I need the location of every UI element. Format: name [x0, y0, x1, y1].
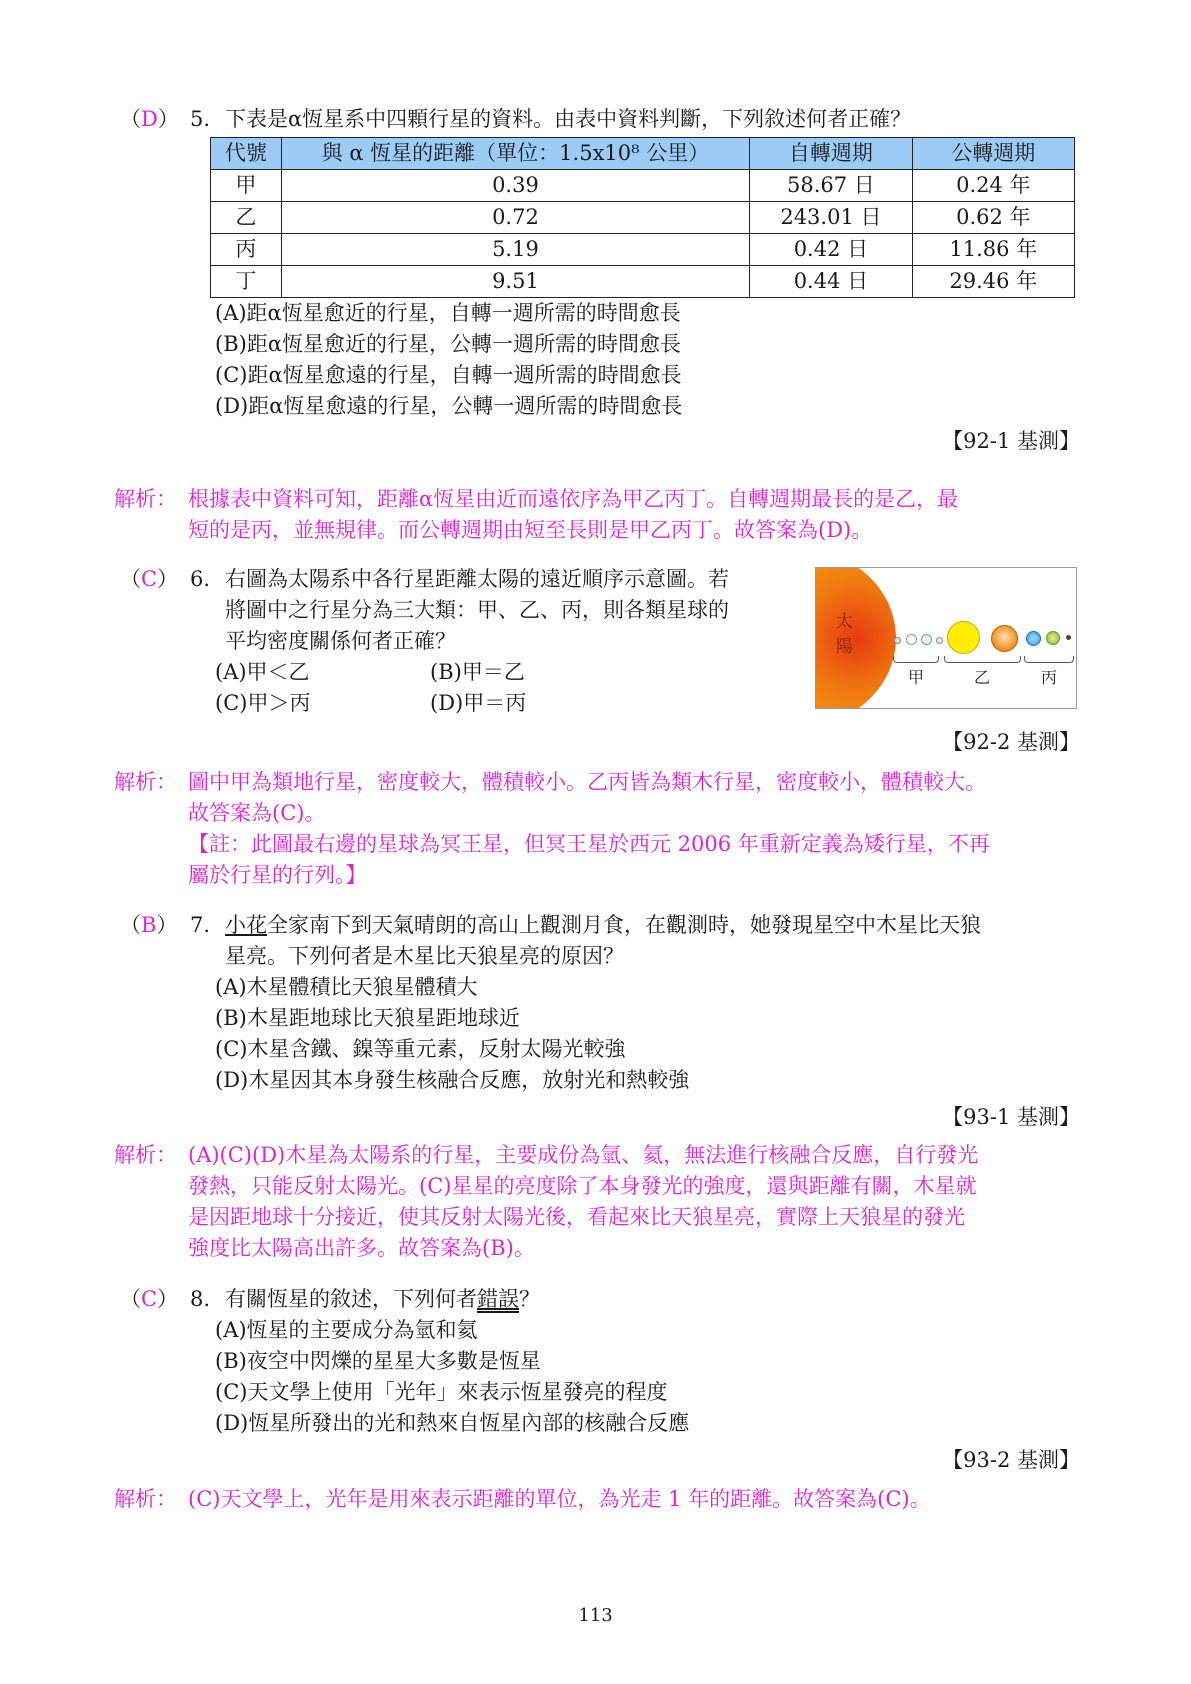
answer-label: （C）: [120, 1287, 179, 1311]
option-a: (A)恆星的主要成分為氫和氦: [215, 1318, 478, 1342]
question-number: 6.: [190, 567, 211, 591]
group-label: 丙: [1041, 668, 1058, 687]
jupiter-icon: [947, 621, 980, 654]
group-brace: [893, 656, 939, 663]
explanation-5: 解析： 根據表中資料可知，距離α恆星由近而遠依序為甲乙丙丁。自轉週期最長的是乙，最 短的是丙，並無規律。而公轉週期由短至長則是甲乙丙丁。故答案為(D)。: [114, 484, 1084, 546]
saturn-icon: [991, 625, 1018, 652]
uranus-icon: [1026, 631, 1041, 646]
answer-label: （C）: [120, 567, 179, 591]
sun-label: 太陽: [836, 612, 853, 657]
source-tag: 【93-1 基測】: [942, 1105, 1080, 1129]
person-name: 小花: [225, 913, 267, 937]
group-brace: [1024, 656, 1074, 663]
mercury-icon: [894, 637, 901, 644]
explanation-7: 解析： (A)(C)(D)木星為太陽系的行星，主要成份為氫、氦，無法進行核融合反應，自行發光 發熱，只能反射太陽光。(C)星星的亮度除了本身發光的強度，還與距離有關，木星就 是因距地球十分接近，使其反射太陽光後，看起來比天狼星亮，實際上天狼星的發光 強度比太陽高出許多。故答案為(B)。: [114, 1140, 1084, 1264]
answer-label: （B）: [120, 913, 178, 937]
explanation-8: 解析： (C)天文學上，光年是用來表示距離的單位，為光走 1 年的距離。故答案為(C)。: [114, 1484, 1084, 1515]
table-header-row: 代號 與 α 恆星的距離（單位：1.5x10⁸ 公里） 自轉週期 公轉週期: [211, 138, 1075, 170]
solar-system-diagram: [815, 567, 1077, 709]
question-number: 7.: [190, 913, 211, 937]
option-d: (D)恆星所發出的光和熱來自恆星內部的核融合反應: [215, 1411, 690, 1435]
option-b: (B)木星距地球比天狼星距地球近: [215, 1006, 520, 1030]
explanation-label: 解析：: [114, 770, 177, 794]
option-a: (A)甲＜乙: [215, 660, 310, 684]
table-row: 丙 5.19 0.42 日 11.86 年: [211, 234, 1075, 266]
option-b: (B)夜空中閃爍的星星大多數是恆星: [215, 1349, 541, 1373]
option-b: (B)甲＝乙: [430, 660, 525, 684]
option-a: (A)木星體積比天狼星體積大: [215, 975, 478, 999]
option-b: (B)距α恆星愈近的行星，公轉一週所需的時間愈長: [215, 332, 681, 356]
question-number: 5.: [190, 107, 211, 131]
mars-icon: [936, 637, 943, 644]
option-c: (C)甲＞丙: [215, 691, 311, 715]
source-tag: 【92-1 基測】: [942, 429, 1080, 453]
explanation-label: 解析：: [114, 487, 177, 511]
question-stem: 右圖為太陽系中各行星距離太陽的遠近順序示意圖。若 將圖中之行星分為三大類：甲、乙、丙，則各類星球的 平均密度關係何者正確？: [225, 567, 729, 653]
table-row: 乙 0.72 243.01 日 0.62 年: [211, 202, 1075, 234]
neptune-icon: [1046, 631, 1060, 645]
venus-icon: [906, 634, 917, 645]
source-tag: 【93-2 基測】: [942, 1448, 1080, 1472]
explanation-6: 解析： 圖中甲為類地行星，密度較大，體積較小。乙丙皆為類木行星，密度較小，體積較大。 故答案為(C)。 【註：此圖最右邊的星球為冥王星，但冥王星於西元 2006 年重新定義為矮行星，不再 屬於行星的行列。】: [114, 767, 1084, 891]
group-brace: [944, 656, 1021, 663]
question-7: [120, 910, 1080, 1133]
option-d: (D)木星因其本身發生核融合反應，放射光和熱較強: [215, 1068, 690, 1092]
table-row: 丁 9.51 0.44 日 29.46 年: [211, 266, 1075, 298]
option-d: (D)距α恆星愈遠的行星，公轉一週所需的時間愈長: [215, 394, 683, 418]
earth-icon: [921, 634, 932, 645]
answer-label: （D）: [120, 107, 179, 131]
pluto-icon: [1066, 635, 1071, 640]
planet-data-table: [210, 137, 1075, 298]
question-number: 8.: [190, 1287, 211, 1311]
explanation-label: 解析：: [114, 1143, 177, 1167]
question-stem: 下表是α恆星系中四顆行星的資料。由表中資料判斷，下列敘述何者正確？: [225, 107, 912, 131]
option-c: (C)距α恆星愈遠的行星，自轉一週所需的時間愈長: [215, 363, 682, 387]
option-d: (D)甲＝丙: [430, 691, 527, 715]
explanation-label: 解析：: [114, 1487, 177, 1511]
question-stem: 有關恆星的敘述，下列何者錯誤？: [225, 1287, 540, 1311]
page-number: 113: [578, 1605, 613, 1626]
question-stem: 小花全家南下到天氣晴朗的高山上觀測月食，在觀測時，她發現星空中木星比天狼 星亮。下列何者是木星比天狼星亮的原因？: [225, 913, 981, 968]
option-c: (C)天文學上使用「光年」來表示恆星發亮的程度: [215, 1380, 668, 1404]
table-row: 甲 0.39 58.67 日 0.24 年: [211, 170, 1075, 202]
group-label: 乙: [974, 668, 991, 687]
option-c: (C)木星含鐵、鎳等重元素，反射太陽光較強: [215, 1037, 626, 1061]
option-a: (A)距α恆星愈近的行星，自轉一週所需的時間愈長: [215, 301, 681, 325]
question-5: [120, 104, 1080, 457]
group-label: 甲: [908, 668, 925, 687]
source-tag: 【92-2 基測】: [942, 730, 1080, 754]
emphasis-word: 錯誤: [477, 1287, 519, 1311]
question-8: [120, 1284, 1080, 1476]
